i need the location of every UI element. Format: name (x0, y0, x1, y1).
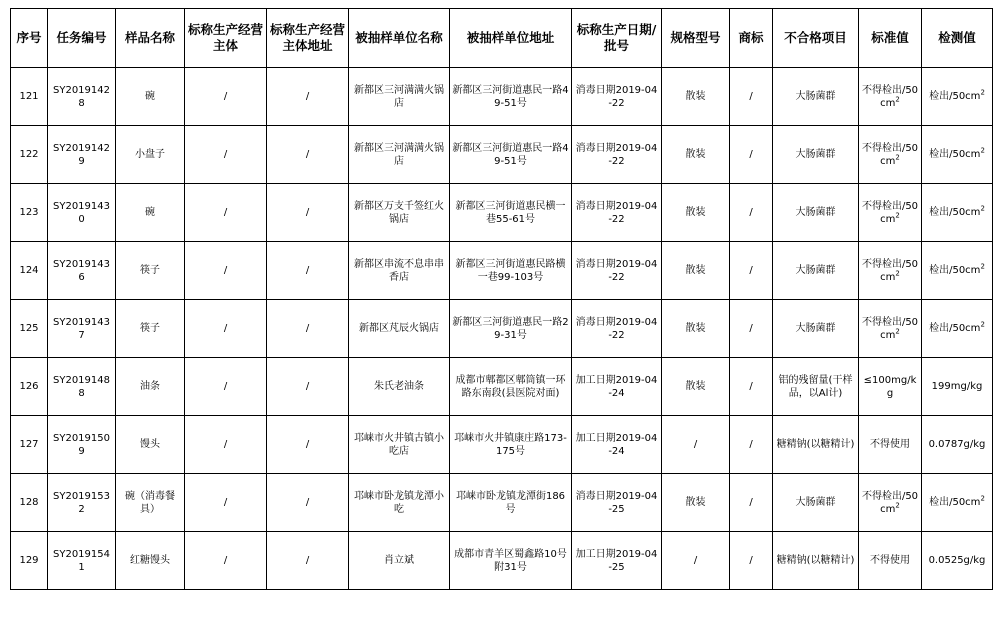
cell-producer: / (185, 68, 267, 126)
measured-value-exponent: 2 (980, 262, 985, 271)
measured-value-text: 0.0525g/kg (928, 555, 986, 566)
cell-producer-address: / (267, 300, 349, 358)
cell-task-id: SY20191436 (48, 242, 116, 300)
cell-producer-address: / (267, 474, 349, 532)
cell-production-date: 消毒日期2019-04-22 (572, 184, 662, 242)
standard-value-exponent: 2 (895, 95, 900, 104)
cell-sampled-unit: 新都区三河满满火锅店 (349, 68, 450, 126)
cell-no: 122 (11, 126, 48, 184)
standard-value-text: 不得检出/50cm (861, 84, 919, 109)
measured-value-text: 检出/50cm (929, 149, 981, 160)
col-header-sampled-unit-address: 被抽样单位地址 (450, 9, 572, 68)
cell-spec: 散装 (662, 68, 730, 126)
cell-failed-item: 大肠菌群 (773, 126, 859, 184)
standard-value-text: 不得检出/50cm (861, 490, 919, 515)
cell-trademark: / (730, 242, 773, 300)
cell-standard-value (859, 242, 922, 300)
cell-measured-value (922, 532, 993, 590)
cell-sampled-unit-address: 新都区三河街道惠民一路49-51号 (450, 68, 572, 126)
cell-failed-item: 大肠菌群 (773, 68, 859, 126)
measured-value-text: 检出/50cm (929, 497, 981, 508)
cell-task-id: SY20191428 (48, 68, 116, 126)
measured-value-text: 检出/50cm (929, 91, 981, 102)
cell-producer-address: / (267, 242, 349, 300)
col-header-producer: 标称生产经营主体 (185, 9, 267, 68)
cell-task-id: SY20191429 (48, 126, 116, 184)
cell-standard-value (859, 126, 922, 184)
cell-producer-address: / (267, 184, 349, 242)
cell-producer: / (185, 416, 267, 474)
table-row (11, 184, 993, 242)
measured-value-text: 检出/50cm (929, 207, 981, 218)
cell-no: 126 (11, 358, 48, 416)
cell-production-date: 消毒日期2019-04-22 (572, 242, 662, 300)
cell-measured-value (922, 474, 993, 532)
col-header-trademark: 商标 (730, 9, 773, 68)
cell-sample-name: 红糖馒头 (116, 532, 185, 590)
cell-sample-name: 碗 (116, 184, 185, 242)
standard-value-exponent: 2 (895, 269, 900, 278)
cell-trademark: / (730, 126, 773, 184)
table-row (11, 532, 993, 590)
cell-task-id: SY20191430 (48, 184, 116, 242)
col-header-sampled-unit: 被抽样单位名称 (349, 9, 450, 68)
table-row (11, 358, 993, 416)
cell-producer-address: / (267, 416, 349, 474)
cell-spec: 散装 (662, 358, 730, 416)
measured-value-text: 检出/50cm (929, 265, 981, 276)
cell-sampled-unit: 邛崃市火井镇古镇小吃店 (349, 416, 450, 474)
inspection-table (10, 8, 993, 590)
cell-sample-name: 筷子 (116, 242, 185, 300)
cell-producer: / (185, 532, 267, 590)
cell-production-date: 消毒日期2019-04-22 (572, 300, 662, 358)
cell-trademark: / (730, 532, 773, 590)
cell-sample-name: 碗（消毒餐具） (116, 474, 185, 532)
cell-spec: 散装 (662, 474, 730, 532)
cell-failed-item: 大肠菌群 (773, 242, 859, 300)
cell-sampled-unit-address: 邛崃市卧龙镇龙潭街186号 (450, 474, 572, 532)
cell-measured-value (922, 358, 993, 416)
col-header-no: 序号 (11, 9, 48, 68)
cell-no: 128 (11, 474, 48, 532)
standard-value-text: 不得检出/50cm (861, 200, 919, 225)
cell-sample-name: 筷子 (116, 300, 185, 358)
table-row (11, 126, 993, 184)
cell-measured-value (922, 184, 993, 242)
measured-value-text: 检出/50cm (929, 323, 981, 334)
measured-value-exponent: 2 (980, 204, 985, 213)
cell-sampled-unit: 新都区三河满满火锅店 (349, 126, 450, 184)
standard-value-exponent: 2 (895, 211, 900, 220)
cell-trademark: / (730, 358, 773, 416)
table-row (11, 242, 993, 300)
cell-sample-name: 馒头 (116, 416, 185, 474)
cell-production-date: 消毒日期2019-04-22 (572, 68, 662, 126)
cell-measured-value (922, 416, 993, 474)
cell-producer: / (185, 184, 267, 242)
col-header-production-date: 标称生产日期/批号 (572, 9, 662, 68)
cell-sampled-unit-address: 新都区三河街道惠民一路29-31号 (450, 300, 572, 358)
cell-task-id: SY20191541 (48, 532, 116, 590)
cell-spec: / (662, 532, 730, 590)
cell-trademark: / (730, 474, 773, 532)
cell-production-date: 加工日期2019-04-24 (572, 416, 662, 474)
cell-sampled-unit-address: 邛崃市火井镇康庄路173-175号 (450, 416, 572, 474)
cell-sampled-unit-address: 成都市青羊区蜀鑫路10号附31号 (450, 532, 572, 590)
cell-failed-item: 大肠菌群 (773, 474, 859, 532)
cell-standard-value (859, 532, 922, 590)
cell-trademark: / (730, 300, 773, 358)
cell-standard-value (859, 300, 922, 358)
cell-sample-name: 碗 (116, 68, 185, 126)
cell-sampled-unit-address: 新都区三河街道惠民一路49-51号 (450, 126, 572, 184)
cell-spec: / (662, 416, 730, 474)
standard-value-text: 不得使用 (870, 555, 910, 566)
cell-producer: / (185, 242, 267, 300)
standard-value-exponent: 2 (895, 327, 900, 336)
cell-sample-name: 小盘子 (116, 126, 185, 184)
measured-value-exponent: 2 (980, 146, 985, 155)
cell-standard-value (859, 184, 922, 242)
cell-sampled-unit-address: 新都区三河街道惠民路横一巷99-103号 (450, 242, 572, 300)
cell-production-date: 消毒日期2019-04-22 (572, 126, 662, 184)
cell-sampled-unit: 新都区芃辰火锅店 (349, 300, 450, 358)
standard-value-text: 不得使用 (870, 439, 910, 450)
cell-spec: 散装 (662, 242, 730, 300)
cell-standard-value (859, 416, 922, 474)
cell-task-id: SY20191488 (48, 358, 116, 416)
cell-task-id: SY20191509 (48, 416, 116, 474)
cell-standard-value (859, 474, 922, 532)
cell-no: 129 (11, 532, 48, 590)
cell-failed-item: 铝的残留量(干样品，以Al计) (773, 358, 859, 416)
cell-sampled-unit: 新都区串流不息串串香店 (349, 242, 450, 300)
table-row (11, 68, 993, 126)
table-row (11, 416, 993, 474)
col-header-measured-value: 检测值 (922, 9, 993, 68)
cell-no: 125 (11, 300, 48, 358)
cell-no: 127 (11, 416, 48, 474)
cell-producer: / (185, 300, 267, 358)
cell-production-date: 消毒日期2019-04-25 (572, 474, 662, 532)
cell-producer-address: / (267, 126, 349, 184)
cell-task-id: SY20191532 (48, 474, 116, 532)
cell-failed-item: 大肠菌群 (773, 184, 859, 242)
cell-failed-item: 大肠菌群 (773, 300, 859, 358)
cell-sampled-unit-address: 成都市郫都区郫筒镇一环路东南段(县医院对面) (450, 358, 572, 416)
cell-spec: 散装 (662, 300, 730, 358)
standard-value-exponent: 2 (895, 153, 900, 162)
cell-measured-value (922, 68, 993, 126)
cell-trademark: / (730, 68, 773, 126)
cell-task-id: SY20191437 (48, 300, 116, 358)
cell-sampled-unit: 邛崃市卧龙镇龙潭小吃 (349, 474, 450, 532)
cell-production-date: 加工日期2019-04-25 (572, 532, 662, 590)
cell-no: 123 (11, 184, 48, 242)
cell-standard-value (859, 68, 922, 126)
col-header-sample-name: 样品名称 (116, 9, 185, 68)
cell-producer-address: / (267, 358, 349, 416)
table-row (11, 300, 993, 358)
cell-producer: / (185, 358, 267, 416)
cell-failed-item: 糖精钠(以糖精计) (773, 416, 859, 474)
cell-sampled-unit-address: 新都区三河街道惠民横一巷55-61号 (450, 184, 572, 242)
cell-failed-item: 糖精钠(以糖精计) (773, 532, 859, 590)
standard-value-text: 不得检出/50cm (861, 316, 919, 341)
measured-value-text: 199mg/kg (931, 381, 983, 392)
cell-sampled-unit: 新都区万支千签红火锅店 (349, 184, 450, 242)
cell-measured-value (922, 242, 993, 300)
cell-producer-address: / (267, 532, 349, 590)
standard-value-text: ≤100mg/kg (863, 374, 917, 399)
cell-spec: 散装 (662, 184, 730, 242)
table-row (11, 474, 993, 532)
cell-no: 124 (11, 242, 48, 300)
cell-trademark: / (730, 416, 773, 474)
cell-producer: / (185, 474, 267, 532)
cell-sample-name: 油条 (116, 358, 185, 416)
cell-sampled-unit: 肖立斌 (349, 532, 450, 590)
measured-value-exponent: 2 (980, 320, 985, 329)
table-body (11, 68, 993, 590)
measured-value-text: 0.0787g/kg (928, 439, 986, 450)
cell-sampled-unit: 朱氏老油条 (349, 358, 450, 416)
cell-standard-value (859, 358, 922, 416)
col-header-spec: 规格型号 (662, 9, 730, 68)
standard-value-text: 不得检出/50cm (861, 142, 919, 167)
table-header-row (11, 9, 993, 68)
cell-measured-value (922, 126, 993, 184)
col-header-producer-address: 标称生产经营主体地址 (267, 9, 349, 68)
measured-value-exponent: 2 (980, 494, 985, 503)
cell-production-date: 加工日期2019-04-24 (572, 358, 662, 416)
cell-no: 121 (11, 68, 48, 126)
col-header-task-id: 任务编号 (48, 9, 116, 68)
col-header-standard-value: 标准值 (859, 9, 922, 68)
cell-producer-address: / (267, 68, 349, 126)
cell-measured-value (922, 300, 993, 358)
cell-trademark: / (730, 184, 773, 242)
cell-spec: 散装 (662, 126, 730, 184)
standard-value-text: 不得检出/50cm (861, 258, 919, 283)
standard-value-exponent: 2 (895, 501, 900, 510)
measured-value-exponent: 2 (980, 88, 985, 97)
cell-producer: / (185, 126, 267, 184)
col-header-failed-item: 不合格项目 (773, 9, 859, 68)
